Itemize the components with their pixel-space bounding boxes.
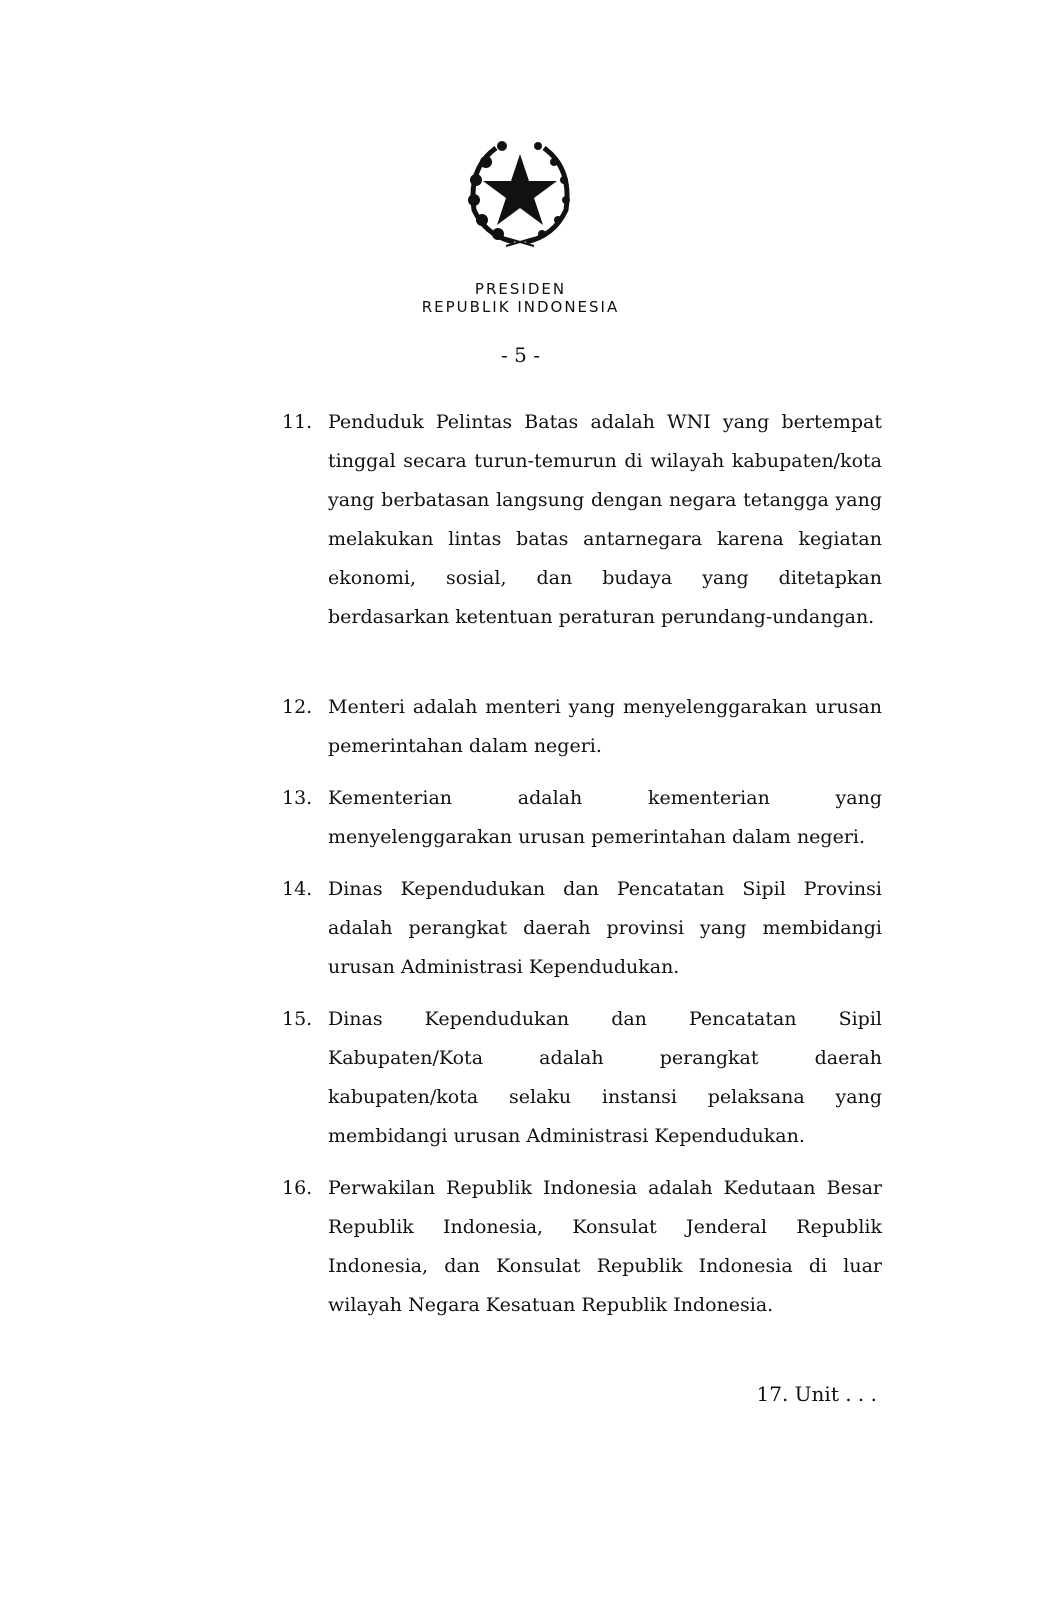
definition-item-13 xyxy=(282,779,882,857)
page-number: - 5 - xyxy=(501,343,540,367)
garuda-star-emblem-icon xyxy=(456,128,584,256)
header-subtitle: REPUBLIK INDONESIA xyxy=(421,298,620,316)
definition-item-12 xyxy=(282,688,882,766)
definition-item-11 xyxy=(282,403,882,637)
header-title: PRESIDEN xyxy=(474,280,567,298)
item-number: 12. xyxy=(282,696,313,718)
item-text: Penduduk Pelintas Batas adalah WNI yang bertempat tinggal secara turun-temurun di wilayah kabupaten/kota yang berbatasan langsung dengan negara tetangga yang melakukan lintas batas antarnegara karena kegiatan ekonomi, sosial, dan budaya yang ditetapkan berdasarkan ketentuan peraturan perundang-undangan. xyxy=(328,411,882,628)
item-text: Menteri adalah menteri yang menyelenggarakan urusan pemerintahan dalam negeri. xyxy=(328,696,882,757)
definition-item-16 xyxy=(282,1169,882,1325)
catchword: 17. Unit . . . xyxy=(756,1382,877,1406)
definition-item-14 xyxy=(282,870,882,987)
item-text: Kementerian adalah kementerian yang menyelenggarakan urusan pemerintahan dalam negeri. xyxy=(328,787,882,848)
item-text: Dinas Kependudukan dan Pencatatan Sipil Provinsi adalah perangkat daerah provinsi yang membidangi urusan Administrasi Kependudukan. xyxy=(328,878,882,978)
item-text: Perwakilan Republik Indonesia adalah Kedutaan Besar Republik Indonesia, Konsulat Jenderal Republik Indonesia, dan Konsulat Republik Indonesia di luar wilayah Negara Kesatuan Republik Indonesia. xyxy=(328,1177,882,1316)
item-number: 11. xyxy=(282,411,313,433)
definition-item-15 xyxy=(282,1000,882,1156)
item-number: 16. xyxy=(282,1177,313,1199)
item-number: 15. xyxy=(282,1008,313,1030)
item-number: 13. xyxy=(282,787,313,809)
item-number: 14. xyxy=(282,878,313,900)
item-text: Dinas Kependudukan dan Pencatatan Sipil Kabupaten/Kota adalah perangkat daerah kabupaten/kota selaku instansi pelaksana yang membidangi urusan Administrasi Kependudukan. xyxy=(328,1008,882,1147)
